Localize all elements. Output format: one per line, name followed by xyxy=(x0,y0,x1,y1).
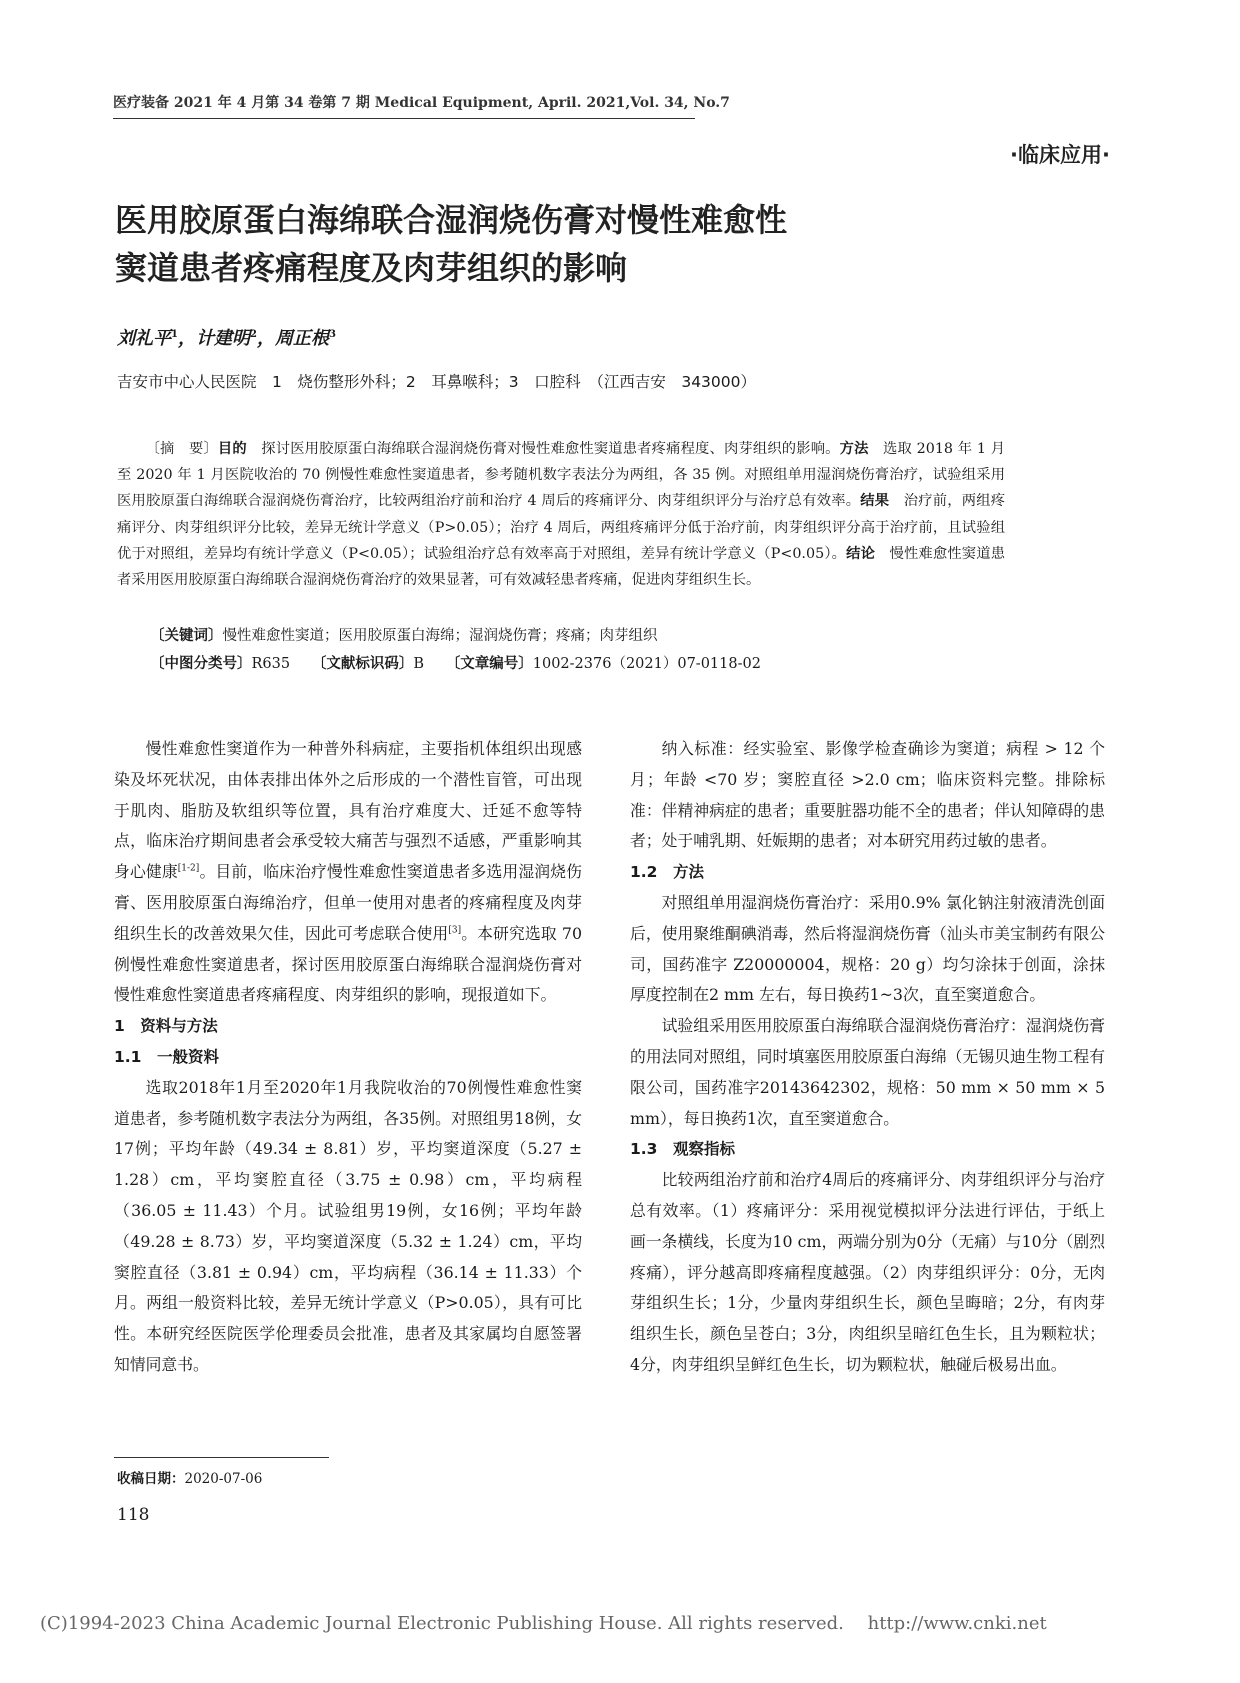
article-title xyxy=(115,196,1115,292)
abstract xyxy=(117,436,1005,593)
abstract-text: 治疗前，两组疼痛评分、肉芽组织评分比较，差异无统计学意义（P>0.05）；治疗 4 周后，两组疼痛评分低于治疗前，肉芽组织评分高于治疗前，且试验组优于对照组，差异均有统计学意义（P<0.05）；试验组治疗总有效率高于对照组，差异有统计学意义（P<0.05）。 xyxy=(117,493,1006,562)
clc-label: 〔中图分类号〕 xyxy=(150,656,252,672)
section-tag: ·临床应用· xyxy=(1010,143,1110,167)
citation: [3] xyxy=(448,925,462,936)
author-name: 刘礼平 xyxy=(117,328,171,349)
abstract-text: 探讨医用胶原蛋白海绵联合湿润烧伤膏对慢性难愈性窦道患者疼痛程度、肉芽组织的影响。 xyxy=(246,441,840,457)
abstract-text: 选取 2018 年 1 月至 2020 年 1 月医院收治的 70 例慢性难愈性窦道患者，参考随机数字表法分为两组，各 35 例。对照组单用湿润烧伤膏治疗，试验组采用医用胶原蛋白海绵联合湿润烧伤膏治疗，比较两组治疗前和治疗 4 周后的疼痛评分、肉芽组织评分与治疗总有效率。 xyxy=(117,441,1006,510)
body-paragraph: 选取2018年1月至2020年1月我院收治的70例慢性难愈性窦道患者，参考随机数字表法分为两组，各35例。对照组男18例，女17例；平均年龄（49.34 ± 8.81）岁，平均窦道深度（5.27 ± 1.28）cm，平均窦腔直径（3.75 ± 0.98）cm，平均病程（36.05 ± 11.43）个月。试验组男19例，女16例；平均年龄（49.28 ± 8.73）岁，平均窦道深度（5.32 ± 1.24）cm，平均窦腔直径（3.81 ± 0.94）cm，平均病程（36.14 ± 11.33）个月。两组一般资料比较，差异无统计学意义（P>0.05），具有可比性。本研究经医院医学伦理委员会批准，患者及其家属均自愿签署知情同意书。 xyxy=(114,1077,582,1374)
title-line-2: 窦道患者疼痛程度及肉芽组织的影响 xyxy=(115,249,628,287)
abstract-head: 结论 xyxy=(846,545,876,562)
citation: [1-2] xyxy=(177,863,200,874)
received-date xyxy=(117,1467,262,1487)
affiliation: 吉安市中心人民医院 1 烧伤整形外科；2 耳鼻喉科；3 口腔科 （江西吉安 343000） xyxy=(117,373,757,391)
author-sup: 3 xyxy=(328,329,336,340)
abstract-head: 目的 xyxy=(217,441,247,457)
subsection-heading: 1.3 观察指标 xyxy=(630,1140,735,1159)
body-paragraph: 纳入标准：经实验室、影像学检查确诊为窦道；病程 > 12 个月；年龄 <70 岁；窦腔直径 >2.0 cm；临床资料完整。排除标准：伴精神病症的患者；重要脏器功能不全的患者；伴认知障碍的患者；处于哺乳期、妊娠期的患者；对本研究用药过敏的患者。 xyxy=(630,739,1105,851)
copyright-notice: (C)1994-2023 China Academic Journal Electronic Publishing House. All rights reserved. http://www.cnki.net xyxy=(40,1613,1047,1634)
header-rule xyxy=(113,118,695,119)
subsection-heading: 1.1 一般资料 xyxy=(114,1047,219,1066)
intro-paragraph xyxy=(114,734,582,1011)
right-column xyxy=(630,734,1105,1381)
abstract-label: 〔摘 要〕 xyxy=(145,441,218,457)
keywords-line xyxy=(150,624,658,645)
keywords-value: 慢性难愈性窦道；医用胶原蛋白海绵；湿润烧伤膏；疼痛；肉芽组织 xyxy=(222,628,658,644)
abstract-text: 慢性难愈性窦道患者采用医用胶原蛋白海绵联合湿润烧伤膏治疗的效果显著，可有效减轻患者疼痛，促进肉芽组织生长。 xyxy=(117,545,1006,589)
intro-text: 。目前，临床治疗慢性难愈性窦道患者多选用湿润烧伤膏、医用胶原蛋白海绵治疗，但单一使用对患者的疼痛程度及肉芽组织生长的改善效果欠佳，因此可考虑联合使用 xyxy=(114,862,582,943)
left-column xyxy=(114,734,582,1381)
received-label: 收稿日期： xyxy=(117,1471,185,1487)
author-list: 刘礼平$^1$，计建明$^2$，周正根$^3$ xyxy=(117,328,336,349)
article-number-label: 〔文章编号〕 xyxy=(453,656,533,672)
author-name: 计建明 xyxy=(195,328,250,349)
keywords-label: 〔关键词〕 xyxy=(150,628,223,644)
subsection-heading: 1.2 方法 xyxy=(630,863,704,882)
body-paragraph: 比较两组治疗前和治疗4周后的疼痛评分、肉芽组织评分与治疗总有效率。（1）疼痛评分：采用视觉模拟评分法进行评估，于纸上画一条横线，长度为10 cm，两端分别为0分（无痛）与10分（剧烈疼痛），评分越高即疼痛程度越强。（2）肉芽组织评分：0分，无肉芽组织生长；1分，少量肉芽组织生长，颜色呈晦暗；2分，有肉芽组织生长，颜色呈苍白；3分，肉组织呈暗红色生长，且为颗粒状；4分，肉芽组织呈鲜红色生长，切为颗粒状，触碰后极易出血。 xyxy=(630,1170,1105,1374)
page-number: 118 xyxy=(117,1505,150,1525)
article-number-value: 1002-2376（2021）07-0118-02 xyxy=(532,656,761,672)
author-sup: 2 xyxy=(249,329,257,340)
body-paragraph: 对照组单用湿润烧伤膏治疗：采用0.9% 氯化钠注射液清洗创面后，使用聚维酮碘消毒，然后将湿润烧伤膏（汕头市美宝制药有限公司，国药准字 Z20000004，规格：20 g）均匀涂抹于创面，涂抹厚度控制在2 mm 左右，每日换药1~3次，直至窦道愈合。 xyxy=(630,892,1105,1005)
intro-text: 。本研究选取 70 例慢性难愈性窦道患者，探讨医用胶原蛋白海绵联合湿润烧伤膏对慢性难愈性窦道患者疼痛程度、肉芽组织的影响，现报道如下。 xyxy=(114,923,582,1005)
intro-text: 慢性难愈性窦道作为一种普外科病症，主要指机体组织出现感染及坏死状况，由体表排出体外之后形成的一个潜性盲管，可出现于肌肉、脂肪及软组织等位置，具有治疗难度大、迁延不愈等特点，临床治疗期间患者会承受较大痛苦与强烈不适感，严重影响其身心健康 xyxy=(114,739,582,882)
abstract-head: 结果 xyxy=(860,493,890,510)
classification-line xyxy=(150,652,761,673)
doc-code-value: B xyxy=(413,656,424,672)
body-paragraph: 试验组采用医用胶原蛋白海绵联合湿润烧伤膏治疗：湿润烧伤膏的用法同对照组，同时填塞医用胶原蛋白海绵（无锡贝迪生物工程有限公司，国药准字20143642302，规格：50 mm × 50 mm × 5 mm），每日换药1次，直至窦道愈合。 xyxy=(630,1016,1105,1128)
author-name: 周正根 xyxy=(274,328,329,349)
doc-code-label: 〔文献标识码〕 xyxy=(319,656,414,672)
abstract-head: 方法 xyxy=(839,441,869,457)
clc-value: R635 xyxy=(251,656,291,672)
author-sup: 1 xyxy=(171,329,178,340)
footnote-rule xyxy=(114,1457,329,1458)
title-line-1: 医用胶原蛋白海绵联合湿润烧伤膏对慢性难愈性 xyxy=(115,201,788,239)
received-value: 2020-07-06 xyxy=(184,1471,263,1487)
section-heading: 1 资料与方法 xyxy=(114,1017,218,1036)
abstract-paragraph xyxy=(117,436,1005,593)
journal-header: 医疗装备 2021 年 4 月第 34 卷第 7 期 Medical Equipment, April. 2021,Vol. 34, No.7 xyxy=(113,95,730,111)
